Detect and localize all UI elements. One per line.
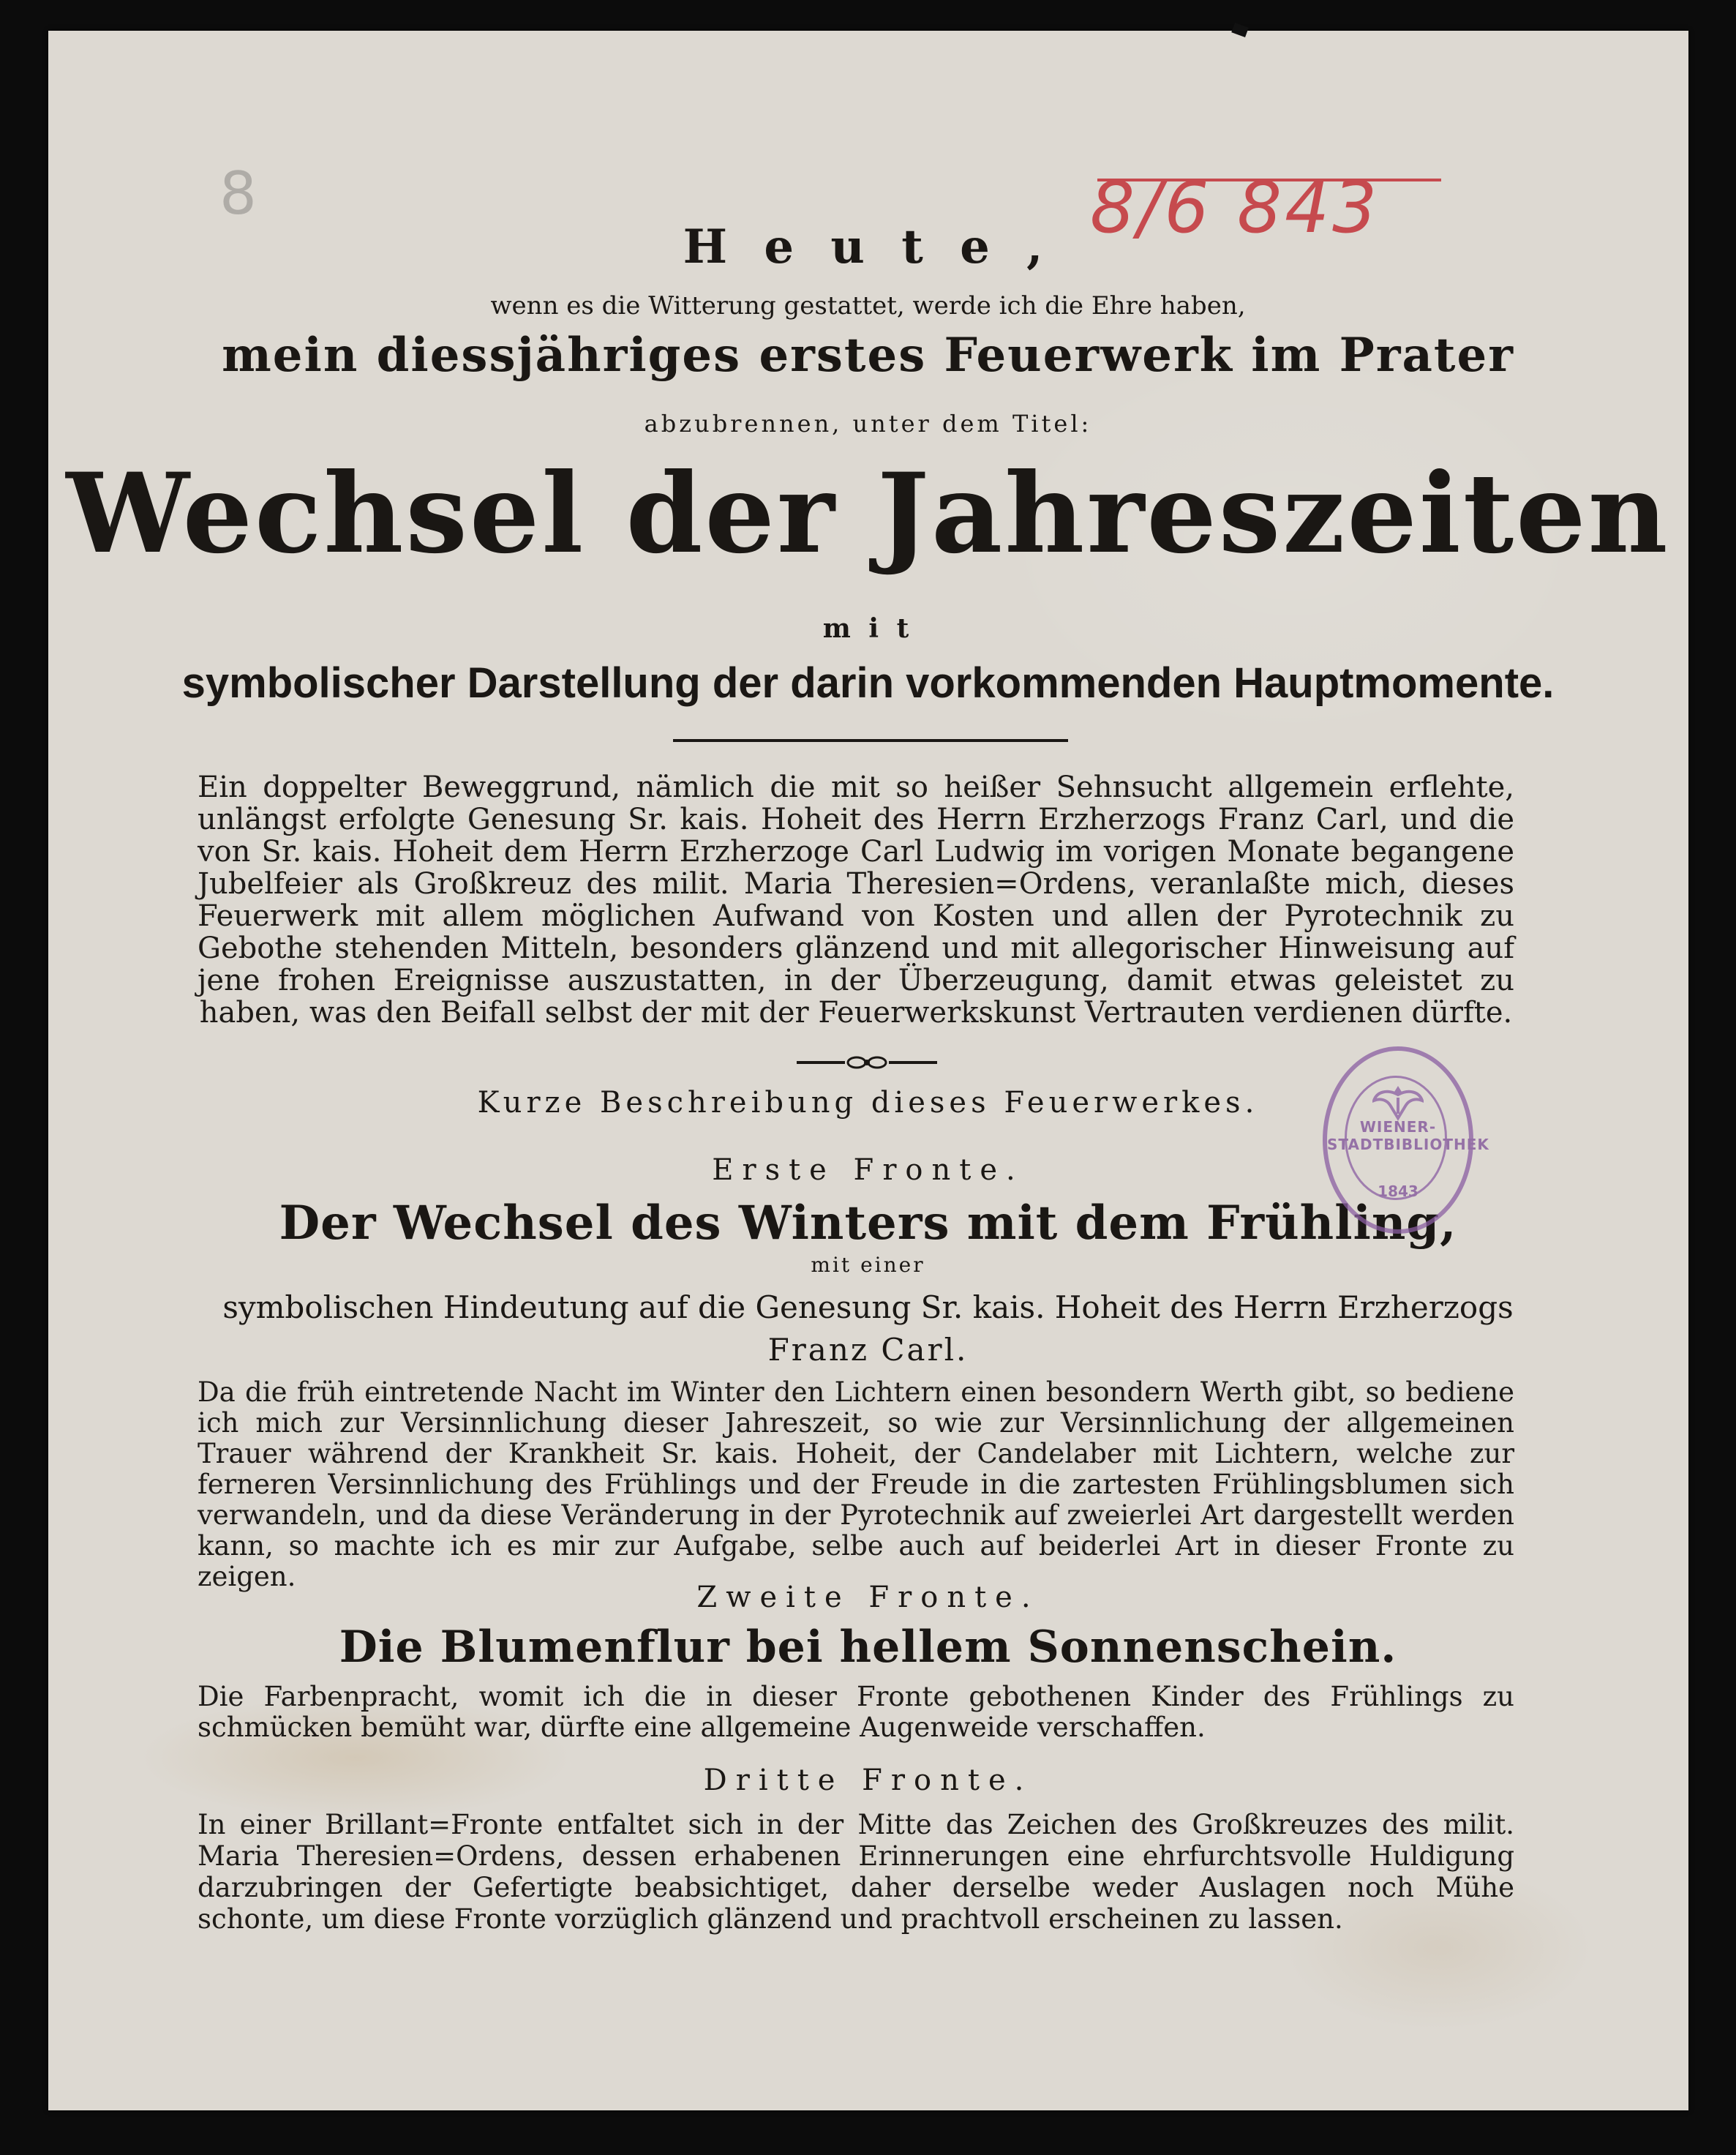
intro-line-fireworks: mein diessjähriges erstes Feuerwerk im Prater [222, 328, 1514, 383]
front-2-text: Die Farbenpracht, womit ich die in dieser Fronte gebothenen Kinder des Frühlings zu schmücken bemüht war, dürfte eine allgemeine Augenweide verschaffen. [198, 1681, 1514, 1743]
divider-rule [673, 739, 1068, 742]
front-1-subtitle-name: Franz Carl. [767, 1332, 969, 1368]
intro-line-title: abzubrennen, unter dem Titel: [644, 410, 1092, 438]
main-title: Wechsel der Jahreszeiten [66, 449, 1670, 578]
front-1-title: Der Wechsel des Winters mit dem Frühling, [279, 1196, 1457, 1251]
front-3-heading: Dritte Fronte. [703, 1764, 1033, 1797]
intro-paragraph: Ein doppelter Beweggrund, nämlich die mit so heißer Sehnsucht allgemein erflehte, unlängst erfolgte Genesung Sr. kais. Hoheit des Herrn Erzherzogs Franz Carl, und die von Sr. kais. Hoheit dem Herrn Erzherzoge Carl Ludwig im vorigen Monate begangene Jubelfeier als Großkreuz des milit. Maria Theresien=Ordens, veranlaßte mich, dieses Feuerwerk mit allem möglichen Aufwand von Kosten und allen der Pyrotechnik zu Gebothe stehenden Mitteln, besonders glänzend und mit allegorischer Hinweisung auf jene frohen Ereignisse auszustatten, in der Überzeugung, damit etwas geleistet zu haben, was den Beifall selbst der mit der Feuerwerkskunst Vertrauten verdienen dürfte. [198, 771, 1514, 1030]
pencil-annotation: 8 [219, 160, 257, 228]
subtitle: symbolischer Darstellung der darin vorkommenden Hauptmomente. [181, 659, 1555, 707]
front-1-text: Da die früh eintretende Nacht im Winter den Lichtern einen besondern Werth gibt, so bediene ich mich zur Versinnlichung dieser Jahreszeit, so wie zur Versinnlichung der allgemeinen Trauer während der Krankheit Sr. kais. Hoheit, der Candelaber mit Lichtern, welche zur ferneren Versinnlichung des Frühlings und der Freude in die zartesten Frühlingsblumen sich verwandeln, und da diese Veränderung in der Pyrotechnik auf zweierlei Art dargestellt werden kann, so machte ich es mir zur Aufgabe, selbe auch auf beiderlei Art in dieser Fronte zu zeigen. [198, 1376, 1514, 1592]
front-1-heading: Erste Fronte. [712, 1153, 1024, 1187]
connector-mit: m i t [822, 613, 914, 644]
front-1-connector: mit einer [811, 1253, 925, 1277]
front-2-heading: Zweite Fronte. [696, 1581, 1040, 1614]
description-heading: Kurze Beschreibung dieses Feuerwerkes. [477, 1086, 1259, 1120]
front-1-subtitle: symbolischen Hindeutung auf die Genesung Sr. kais. Hoheit des Herrn Erzherzogs [222, 1289, 1514, 1325]
eagle-icon [1372, 1082, 1424, 1123]
heading-heute: H e u t e , [683, 220, 1053, 274]
intro-line-weather: wenn es die Witterung gestattet, werde ich die Ehre haben, [490, 291, 1246, 321]
ornament-divider [794, 1054, 940, 1071]
stamp-year: 1843 [1378, 1183, 1419, 1200]
front-3-text: In einer Brillant=Fronte entfaltet sich in der Mitte das Zeichen des Großkreuzes des milit. Maria Theresien=Ordens, dessen erhabenen Erinnerungen eine ehrfurchtsvolle Huldigung darzubringen der Gefertigte beabsichtiget, daher derselbe weder Auslagen noch Mühe schonte, um diese Fronte vorzüglich glänzend und prachtvoll erscheinen zu lassen. [198, 1809, 1514, 1935]
stamp-label: WIENER-STADTBIBLIOTHEK [1327, 1118, 1489, 1153]
shelfmark-annotation: 8/6 843 [1090, 167, 1380, 249]
front-2-title: Die Blumenflur bei hellem Sonnenschein. [339, 1622, 1397, 1673]
library-stamp [1323, 1046, 1489, 1234]
